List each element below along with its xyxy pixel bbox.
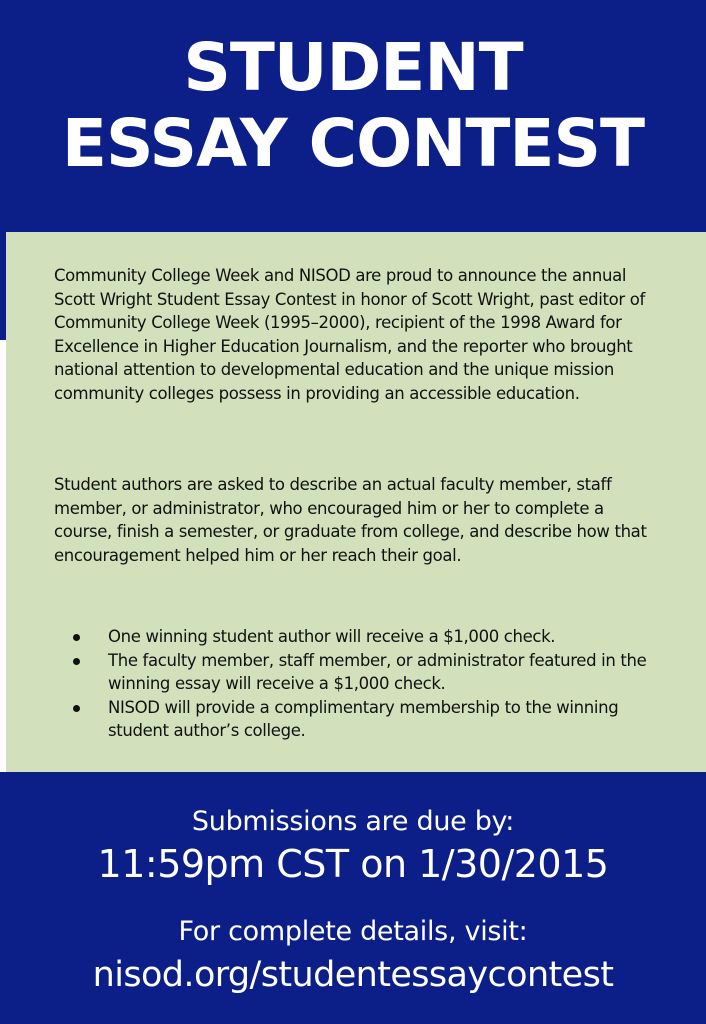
bullet-dot-icon [73,634,80,641]
prize-list-item [54,696,654,743]
prize-list [54,625,654,743]
contest-url-link[interactable]: nisod.org/studentessaycontest [92,955,614,995]
due-date: 11:59pm CST on 1/30/2015 [97,842,609,886]
prize-list-item [54,625,654,649]
intro-paragraph: Community College Week and NISOD are proud to announce the annual Scott Wright Student Essay Contest in honor of Scott Wright, past editor of Community College Week (1995–2000), recipient of the 1998 Award for Excellence in Higher Education Journalism, and the reporter who brought national attention to developmental education and the unique mission community colleges possess in providing an accessible education. [54,266,645,403]
prize-text: NISOD will provide a complimentary membership to the winning student author’s college. [108,697,619,740]
instructions-paragraph: Student authors are asked to describe an actual faculty member, staff member, or administrator, who encouraged him or her to complete a course, finish a semester, or graduate from college, and describe how that encouragement helped him or her reach their goal. [54,475,647,565]
title-line-1: STUDENT [183,29,523,106]
content-panel [6,232,706,772]
visit-label: For complete details, visit: [178,916,528,947]
bullet-dot-icon [73,658,80,665]
prize-list-item [54,649,654,696]
footer-banner [0,772,706,1024]
header-banner [0,0,706,232]
title-line-2: ESSAY CONTEST [61,105,645,182]
prize-text: The faculty member, staff member, or administrator featured in the winning essay will receive a $1,000 check. [108,650,647,693]
due-label: Submissions are due by: [191,806,515,837]
bullet-dot-icon [73,705,80,712]
prize-text: One winning student author will receive a $1,000 check. [108,627,556,646]
